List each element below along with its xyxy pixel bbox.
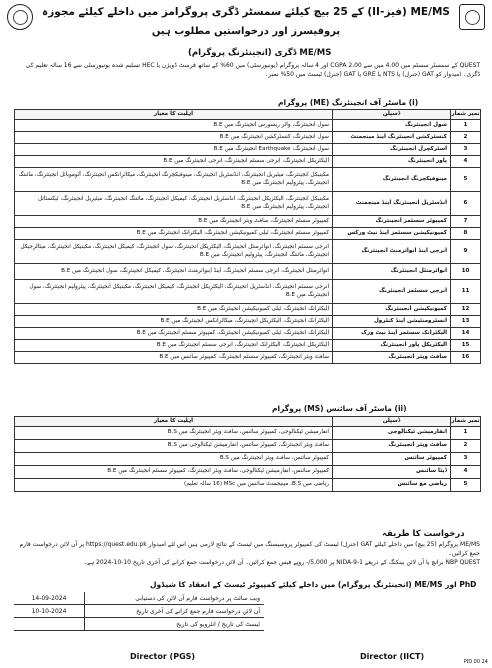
me-section-title: ME/MS ڈگری (انجینئرنگ پروگرام) [188,48,332,58]
schedule-table [14,592,264,631]
table-row [15,479,481,492]
discipline-cell: مینوفیکچرنگ انجینئرنگ [333,168,451,192]
table-row [15,440,481,453]
eligibility-cell: انرجی سسٹم انجینئرنگ، انوائرمنٹل انجینئرنگ، الیکٹریکل انجینئرنگ، سول انجینئرنگ، کیمیکل انجینئرنگ، مکینیکل انجینئرنگ، میٹالرجیکل انجینئرنگ، مائننگ انجینئرنگ، پیٹرولیم انجینئرنگ میں B.E [15,240,333,264]
table-row [15,156,481,168]
ad-code: PID 00 24 [463,659,488,665]
number-cell: 4 [451,156,481,168]
discipline-cell: کمیونیکیشن انجینئرنگ [333,304,451,316]
table-row [15,427,481,440]
eligibility-cell: مکینیکل انجینئرنگ، میٹیریل انجینئرنگ، انڈسٹریل انجینئرنگ، مینوفیکچرنگ انجینئرنگ، میکاٹرانکس انجینئرنگ، آٹوموبائل انجینئرنگ، مائننگ انجینئرنگ، پیٹرولیم انجینئرنگ میں B.E [15,168,333,192]
discipline-cell: کمپیوٹر سسٹمز انجینئرنگ [333,216,451,228]
table-row [15,132,481,144]
schedule-row [14,592,264,605]
table-row [15,304,481,316]
me-intro-paragraph: QUEST کے سمسٹر سسٹم میں 4.00 میں سے 2.00 CGPA اور 4 سالہ پروگرام (یونیورسٹی) میں 60% کے ساتھ فرسٹ ڈویژن یا HEC تسلیم شدہ یونیورسٹی سے 16 سالہ تعلیم کی ڈگری۔ امیدوار کو GAT (جنرل) یا NTS یا GRE یا GAT (جنرل) ٹیسٹ میں 50% نمبر۔ [25,62,480,78]
number-cell: 2 [451,132,481,144]
table-header-row [15,110,481,120]
table-row [15,192,481,216]
schedule-row [14,618,264,631]
number-cell: 11 [451,280,481,304]
table-row [15,352,481,364]
eligibility-cell: انوائرمنٹل انجینئرنگ، انرجی سسٹم انجینئرنگ، اینڈ اینوائرمنٹ انجینئرنگ، کیمیکل انجینئرنگ، سول انجینئرنگ میں B.E [15,264,333,280]
discipline-cell: انفارمیشن ٹیکنالوجی [333,427,451,440]
schedule-divider [84,592,85,604]
university-seal-icon [7,4,33,30]
number-header: نمبر شمار [451,417,481,427]
discipline-cell: انرجی اینڈ انوائرمنٹ انجینئرنگ [333,240,451,264]
number-cell: 5 [451,479,481,492]
schedule-divider [84,605,85,617]
discipline-cell: کمپیوٹر سائنس [333,453,451,466]
table-row [15,168,481,192]
number-cell: 12 [451,304,481,316]
schedule-divider [84,618,85,630]
table-row [15,328,481,340]
eligibility-cell: الیکٹرانک انجینئرنگ، ٹیلی کمیونیکیشن انجینئرنگ، کمپیوٹر سسٹم انجینئرنگ میں B.E [15,328,333,340]
eligibility-cell: سول انجینئرنگ، کنسٹرکشن انجینئرنگ میں B.E [15,132,333,144]
apply-title: درخواست کا طریقہ [382,529,465,539]
eligibility-header: اہلیت کا معیار [15,110,333,120]
discipline-cell: کمیونیکیشن سسٹمز اینڈ نیٹ ورکس [333,228,451,240]
number-cell: 6 [451,192,481,216]
table-row [15,466,481,479]
eligibility-cell: سول انجینئرنگ، Earthquake انجینئرنگ میں B.E [15,144,333,156]
eligibility-cell: مکینیکل انجینئرنگ، الیکٹریکل انجینئرنگ، انڈسٹریل انجینئرنگ، کیمیکل انجینئرنگ، مائننگ انجینئرنگ، میٹیریل انجینئرنگ، ٹیکسٹائل انجینئرنگ، پیٹرولیم انجینئرنگ میں B.E [15,192,333,216]
number-cell: 3 [451,453,481,466]
eligibility-cell: انرجی سسٹم انجینئرنگ، انڈسٹریل انجینئرنگ، الیکٹریکل انجینئرنگ، کیمیکل انجینئرنگ، مکینیکل انجینئرنگ، پیٹرولیم انجینئرنگ، سول انجینئرنگ میں B.E [15,280,333,304]
schedule-date: 10-10-2024 [31,608,67,615]
table-header-row [15,417,481,427]
header-subtitle: پروفیسرز اور درخواستیں مطلوب ہیں [151,26,341,37]
ms-programs-table [14,416,481,492]
institute-logo-icon [459,4,485,30]
eligibility-cell: سول انجینئرنگ، واٹر ریسورس انجینئرنگ میں B.E [15,120,333,132]
schedule-date: 14-09-2024 [31,595,67,602]
discipline-cell: پاور انجینئرنگ [333,156,451,168]
ad-header [3,2,489,48]
eligibility-cell: کمپیوٹر سسٹم انجینئرنگ، سافٹ ویئر انجینئرنگ میں B.E [15,216,333,228]
number-cell: 13 [451,316,481,328]
table-row [15,216,481,228]
number-cell: 2 [451,440,481,453]
director-iict-signature: Director (IICT) [360,652,425,661]
discipline-cell: انڈسٹریل انجینئرنگ اینڈ مینجمنٹ [333,192,451,216]
eligibility-cell: الیکٹرانک انجینئرنگ، ٹیلی کمیونیکیشن انجینئرنگ میں B.E [15,304,333,316]
eligibility-cell: سافٹ ویئر انجینئرنگ، کمپیوٹر سسٹم انجینئرنگ، کمپیوٹر سائنس میں B.E [15,352,333,364]
number-cell: 1 [451,427,481,440]
eligibility-header: اہلیت کا معیار [15,417,333,427]
number-cell: 9 [451,240,481,264]
table-row [15,280,481,304]
table-row [15,340,481,352]
number-header: نمبر شمار [451,110,481,120]
number-cell: 3 [451,144,481,156]
schedule-label: ٹیسٹ کی تاریخ / انٹرویو کی تاریخ [176,621,260,628]
director-pgs-signature: Director (PGS) [130,652,196,661]
me-subtitle: (i) ماسٹر آف انجینئرنگ (ME) پروگرام [278,98,419,107]
schedule-title: PhD اور ME/MS (انجینئرنگ پروگرام) میں داخلے کیلئے کمپیوٹر ٹیسٹ کے انعقاد کا شیڈول [150,580,477,589]
eligibility-cell: الیکٹریکل انجینئرنگ، انرجی سسٹم انجینئرنگ، انرجی انجینئرنگ میں B.E [15,156,333,168]
apply-paragraph-2: NBP QUEST برانچ یا آن لائن بینکنگ کے ذریعے NIDA-9-1 پر 5,000/- روپے فیس جمع کرائیں۔ آن لائن درخواست جمع کرانے کی آخری تاریخ 10-10-2024 ہے۔ [83,559,480,566]
discipline-cell: سول انجینئرنگ [333,120,451,132]
eligibility-cell: الیکٹرانک انجینئرنگ، الیکٹریکل انجینئرنگ، میکاٹرانکس انجینئرنگ میں B.E [15,316,333,328]
eligibility-cell: کمپیوٹر سائنس، سافٹ ویئر انجینئرنگ میں B.S [15,453,333,466]
table-row [15,264,481,280]
eligibility-cell: کمپیوٹر سائنس، انفارمیشن ٹیکنالوجی، سافٹ ویئر انجینئرنگ، کمپیوٹر سسٹم انجینئرنگ میں B.E [15,466,333,479]
table-row [15,228,481,240]
discipline-cell: ڈیٹا سائنس [333,466,451,479]
discipline-cell: انرجی سسٹمز انجینئرنگ [333,280,451,304]
apply-paragraph-1: ME/MS پروگرام (25 بیچ) میں داخلے کیلئے GAT (جنرل) ٹیسٹ کی کمپیوٹر پروسیسنگ میں ٹیسٹ کے نتائج لازمی ہیں اس لئے امیدوار https://quest.edu.pk پر آن لائن درخواست فارم جمع کرائیں۔ [19,541,480,557]
discipline-cell: ریاضی مع سائنس [333,479,451,492]
ms-subtitle: (ii) ماسٹر آف سائنس (MS) پروگرام [272,404,407,413]
number-cell: 15 [451,340,481,352]
eligibility-cell: ریاضی میں B.S، مینیجمنٹ سائنس میں MSc (16 سالہ تعلیم) [15,479,333,492]
table-row [15,453,481,466]
me-programs-table [14,109,481,364]
discipline-header: ڈسپلن [333,110,451,120]
discipline-cell: سافٹ ویئر انجینئرنگ [333,440,451,453]
number-cell: 10 [451,264,481,280]
schedule-label: ویب سائٹ پر درخواست فارم آن لائن کی دستیابی [135,595,260,602]
discipline-cell: اسٹرکچرل انجینئرنگ [333,144,451,156]
number-cell: 4 [451,466,481,479]
discipline-cell: الیکٹرانک سسٹمز اینڈ نیٹ ورک [333,328,451,340]
table-row [15,240,481,264]
table-row [15,316,481,328]
table-row [15,144,481,156]
schedule-label: آن لائن درخواست فارم جمع کرانے کی آخری تاریخ [136,608,260,615]
discipline-cell: انوائرمنٹل انجینئرنگ [333,264,451,280]
discipline-cell: کنسٹرکشن انجینئرنگ اینڈ مینجمنٹ [333,132,451,144]
number-cell: 5 [451,168,481,192]
discipline-cell: الیکٹریکل پاور انجینئرنگ [333,340,451,352]
discipline-cell: سافٹ ویئر انجینئرنگ [333,352,451,364]
discipline-cell: انسٹرومنٹیشن اینڈ کنٹرول [333,316,451,328]
eligibility-cell: سافٹ ویئر انجینئرنگ، کمپیوٹر سائنس، انفارمیشن ٹیکنالوجی میں B.S [15,440,333,453]
number-cell: 14 [451,328,481,340]
table-row [15,120,481,132]
eligibility-cell: انفارمیشن ٹیکنالوجی، کمپیوٹر سائنس، سافٹ ویئر انجینئرنگ میں B.S [15,427,333,440]
header-title: ME/MS (فیز-II) کے 25 بیچ کیلئے سمسٹر ڈگری پروگرامز میں داخلے کیلئے مجوزہ [42,6,450,18]
number-cell: 16 [451,352,481,364]
eligibility-cell: کمپیوٹر سسٹم انجینئرنگ، ٹیلی کمیونیکیشن انجینئرنگ، الیکٹرانک انجینئرنگ میں B.E [15,228,333,240]
discipline-header: ڈسپلن [333,417,451,427]
eligibility-cell: الیکٹریکل انجینئرنگ، الیکٹرانک انجینئرنگ، انرجی سسٹم انجینئرنگ میں B.E [15,340,333,352]
number-cell: 1 [451,120,481,132]
number-cell: 8 [451,228,481,240]
schedule-row [14,605,264,618]
number-cell: 7 [451,216,481,228]
